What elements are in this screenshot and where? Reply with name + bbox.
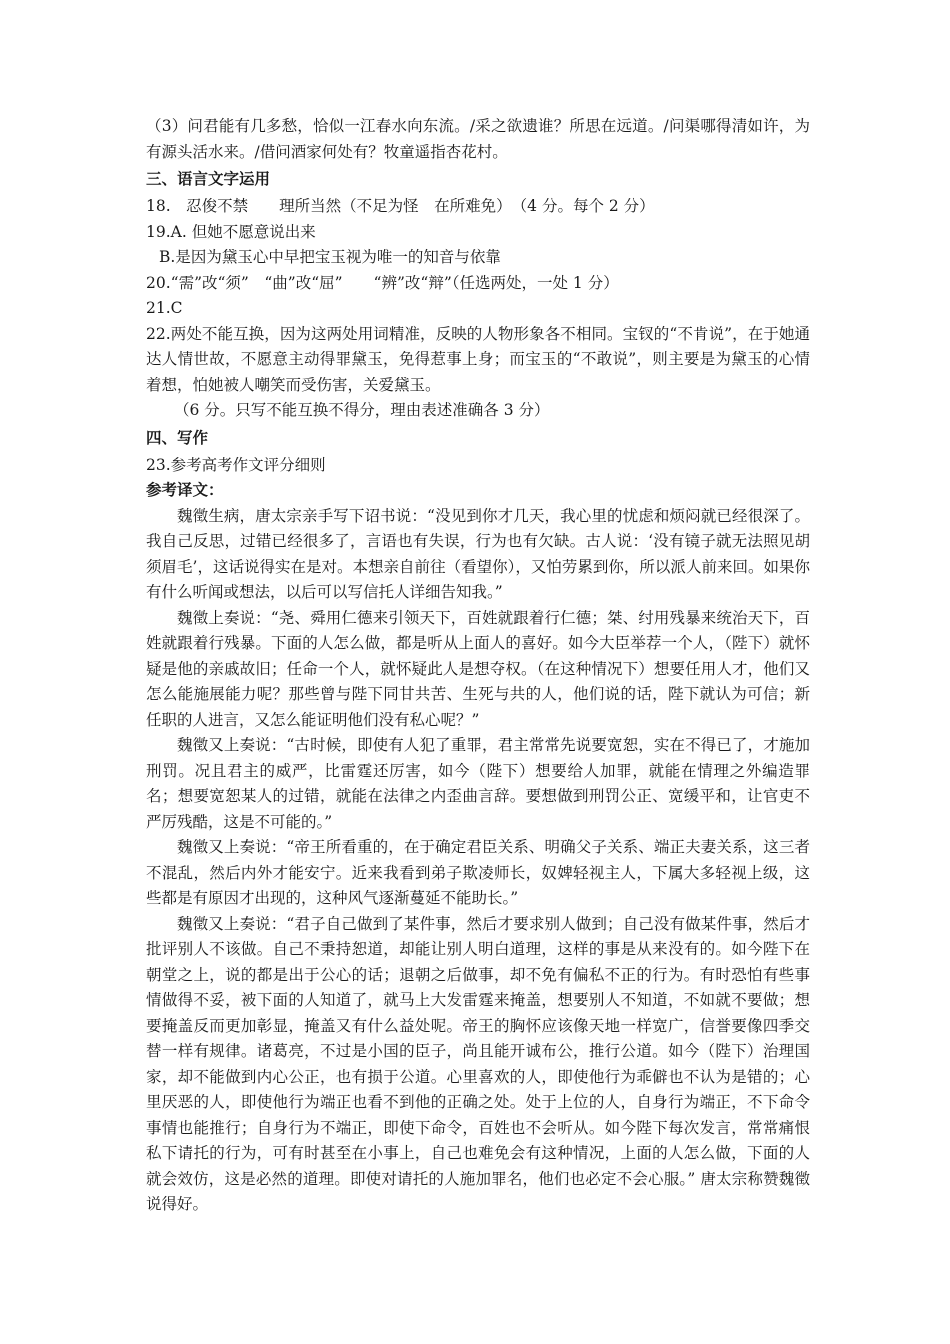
answer-18: 18. 忍俊不禁 理所当然（不足为怪 在所难免） （4 分。每个 2 分） xyxy=(146,197,655,215)
section-heading-writing: 四、写作 xyxy=(146,428,209,447)
translation-paragraph-5: 魏徵又上奏说：“君子自己做到了某件事，然后才要求别人做到；自己没有做某件事，然后才批评别人不该做。自己不秉持恕道，却能让别人明白道理，这样的事是从来没有的。如今陛下在朝堂之上，说的都是出于公心的话；退朝之后做事，却不免有偏私不正的行为。有时恐怕有些事情做得不妥，被下面的人知道了，就马上大发雷霆来掩盖，想要别人不知道，不如就不要做；想要掩盖反而更加彰显，掩盖又有什么益处呢。帝王的胸怀应该像天地一样宽广，信誉要像四季交替一样有规律。诸葛亮，不过是小国的臣子，尚且能开诚布公，推行公道。如今（陛下）治理国家，却不能做到内心公正，也有损于公道。心里喜欢的人，即使他行为乖僻也不认为是错的；心里厌恶的人，即使他行为端正也看不到他的正确之处。处于上位的人，自身行为端正，不下命令事情也能推行；自身行为不端正，即使下命令，百姓也不会听从。如今陛下每次发言，常常痛恨私下请托的行为，可有时甚至在小事上，自己也难免会有这种情况，上面的人怎么做，下面的人就会效仿，这是必然的道理。即使对请托的人施加罪名，他们也必定不会心服。” 唐太宗称赞魏徵说得好。 xyxy=(146,914,810,1213)
answer-22: 22.两处不能互换，因为这两处用词精准，反映的人物形象各不相同。宝钗的“不肯说”，在于她通达人情世故，不愿意主动得罪黛玉，免得惹事上身；而宝玉的“不敢说”，则主要是为黛玉的心情着想，怕她被人嘲笑而受伤害，关爱黛玉。 xyxy=(146,324,810,394)
answer-22-score: （6 分。只写不能互换不得分，理由表述准确各 3 分） xyxy=(174,401,550,419)
answer-19a: 19.A. 但她不愿意说出来 xyxy=(146,222,316,241)
translation-label: 参考译文： xyxy=(146,481,224,499)
translation-paragraph-4: 魏徵又上奏说：“帝王所看重的，在于确定君臣关系、明确父子关系、端正夫妻关系，这三者不混乱，然后内外才能安宁。近来我看到弟子欺凌师长，奴婢轻视主人，下属大多轻视上级，这些都是有原因才出现的，这种风气逐渐蔓延不能助长。” xyxy=(146,838,810,907)
answer-page xyxy=(146,114,810,1218)
answer-21: 21.C xyxy=(146,299,183,317)
translation-paragraph-3: 魏徵又上奏说：“古时候，即使有人犯了重罪，君主常常先说要宽恕，实在不得已了，才施加刑罚。况且君主的威严，比雷霆还厉害，如今（陛下）想要给人加罪，就能在情理之外编造罪名；想要宽恕某人的过错，就能在法律之内歪曲言辞。要想做到刑罚公正、宽缓平和，让官吏不严厉残酷，这是不可能的。” xyxy=(146,736,810,831)
section-heading-language-use: 三、语言文字运用 xyxy=(146,170,271,188)
answer-20: 20.“需”改“须” “曲”改“屈” “辨”改“辩”（任选两处，一处 1 分） xyxy=(146,273,619,292)
answer-23: 23.参考高考作文评分细则 xyxy=(146,455,326,474)
answer-19b: B.是因为黛玉心中早把宝玉视为唯一的知音与依靠 xyxy=(159,248,501,266)
answer-item-3: （3）问君能有几多愁，恰似一江春水向东流。/采之欲遗谁？所思在远道。/问渠哪得清如许，为有源头活水来。/借问酒家何处有？牧童遥指杏花村。 xyxy=(146,117,810,161)
translation-paragraph-1: 魏徵生病，唐太宗亲手写下诏书说：“没见到你才几天，我心里的忧虑和烦闷就已经很深了。我自己反思，过错已经很多了，言语也有失误，行为也有欠缺。古人说：‘没有镜子就无法照见胡须眉毛’，这话说得实在是对。本想亲自前往（看望你），又怕劳累到你，所以派人前来回。如果你有什么听闻或想法，以后可以写信托人详细告知我。” xyxy=(146,506,810,601)
translation-paragraph-2: 魏徵上奏说：“尧、舜用仁德来引领天下，百姓就跟着行仁德；桀、纣用残暴来统治天下，百姓就跟着行残暴。下面的人怎么做，都是听从上面人的喜好。如今大臣举荐一个人，（陛下）就怀疑是他的亲戚故旧；任命一个人，就怀疑此人是想夺权。（在这种情况下）想要任用人才，他们又怎么能施展能力呢？那些曾与陛下同甘共苦、生死与共的人，他们说的话，陛下就认为可信；新任职的人进言，又怎么能证明他们没有私心呢？” xyxy=(146,608,810,729)
